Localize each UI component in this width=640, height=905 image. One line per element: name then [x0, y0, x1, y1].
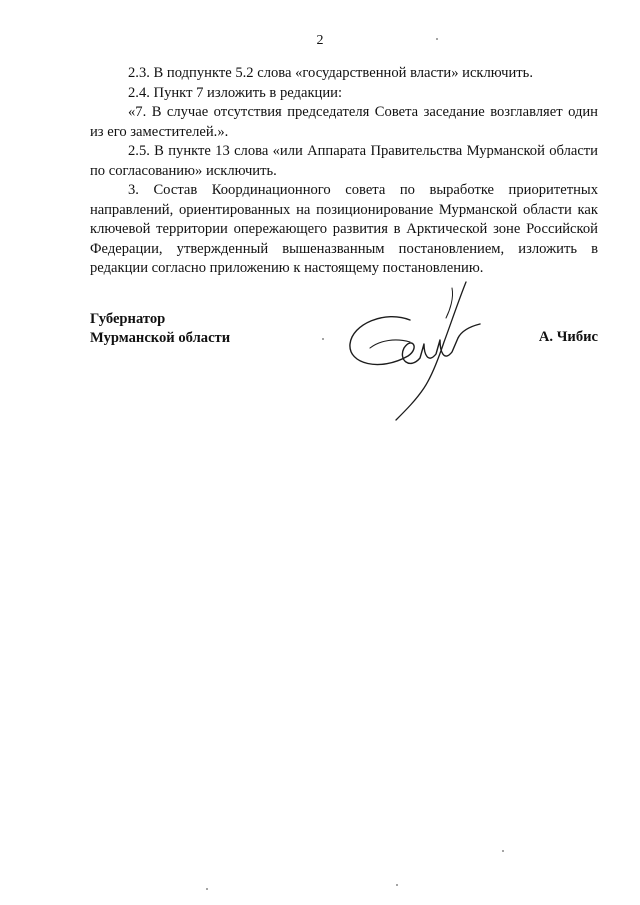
scan-speck [502, 850, 504, 852]
paragraph-point-7: «7. В случае отсутствия председателя Совета заседание возглавляет один из его заместителей.». [90, 104, 598, 140]
paragraph-2-5: 2.5. В пункте 13 слова «или Аппарата Правительства Мурманской области по согласованию» исключить. [90, 143, 598, 179]
page-number: 2 [316, 33, 324, 48]
signatory-title [90, 310, 230, 348]
scan-speck [436, 38, 438, 40]
signatory-name: А. Чибис [538, 329, 598, 345]
scan-speck [322, 338, 324, 340]
paragraph-2-3: 2.3. В подпункте 5.2 слова «государственной власти» исключить. [128, 65, 533, 81]
document-body [90, 64, 598, 279]
paragraph-2-4: 2.4. Пункт 7 изложить в редакции: [128, 84, 343, 101]
signatory-title-line-1: Губернатор [90, 311, 166, 327]
handwritten-signature [340, 278, 490, 428]
scan-speck [396, 884, 398, 886]
paragraph-3: 3. Состав Координационного совета по выработке приоритетных направлений, ориентированных на позиционирование Мурманской области как ключевой территории опережающего развития в Арктической зоне Российской Федерации, утвержденный вышеназванным постановлением, изложить в редакции согласно приложению к настоящему постановлению. [90, 182, 598, 276]
scan-speck [206, 888, 208, 890]
signatory-title-line-2: Мурманской области [90, 330, 231, 346]
